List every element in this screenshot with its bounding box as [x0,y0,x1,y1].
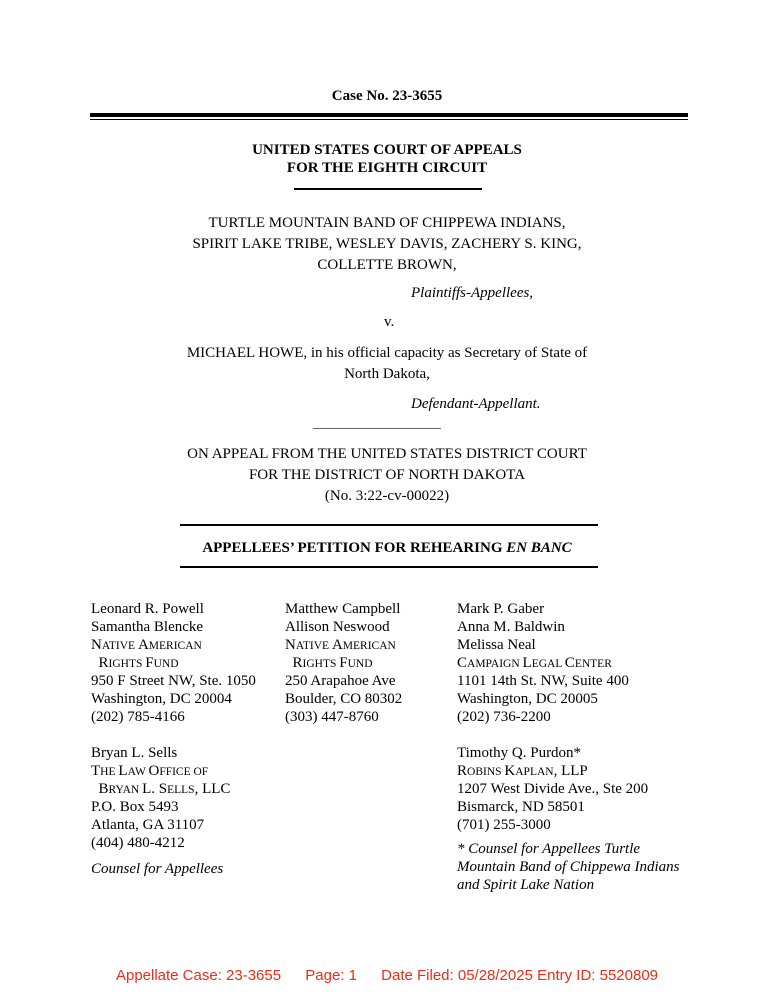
phone: (202) 785-4166 [91,709,185,725]
petition-title-emphasis: EN BANC [506,540,572,556]
address-line: P.O. Box 5493 [91,799,179,815]
court-line-1: UNITED STATES COURT OF APPEALS [252,142,522,158]
plaintiffs-role: Plaintiffs-Appellees, [411,285,534,301]
appeal-docket: (No. 3:22-cv-00022) [324,488,450,504]
counsel-column-1 [91,600,281,878]
attorney-name: Allison Neswood [285,619,390,635]
plaintiffs-line-3: COLLETTE BROWN, [317,257,457,273]
title-rule-bottom [180,566,598,568]
org-name: CAMPAIGN LEGAL CENTER [457,655,612,671]
filing-page: Page: 1 [305,967,357,984]
attorney-name: Anna M. Baldwin [457,619,565,635]
court-name [0,141,774,177]
address-line: Atlanta, GA 31107 [91,817,205,833]
counsel-note: and Spirit Lake Nation [457,877,595,893]
address-line: Boulder, CO 80302 [285,691,403,707]
filing-date-entry: Date Filed: 05/28/2025 Entry ID: 5520809 [381,967,659,984]
phone: (701) 255-3000 [457,817,551,833]
appeal-block [0,444,774,507]
org-name: NATIVE AMERICAN [91,637,202,653]
versus: v. [384,314,395,330]
defendant-line-1: MICHAEL HOWE, in his official capacity as Secretary of State of [186,345,588,361]
address-line: Washington, DC 20004 [91,691,232,707]
plaintiffs-line-1: TURTLE MOUNTAIN BAND OF CHIPPEWA INDIANS, [208,215,566,231]
appeal-line-2: FOR THE DISTRICT OF NORTH DAKOTA [248,467,526,483]
petition-title [0,539,774,557]
phone: (303) 447-8760 [285,709,379,725]
org-name: NATIVE AMERICAN [285,637,396,653]
attorney-name: Timothy Q. Purdon* [457,745,582,761]
address-line: 1207 West Divide Ave., Ste 200 [457,781,649,797]
org-name-cont: RIGHTS FUND [98,655,179,671]
address-line: Washington, DC 20005 [457,691,598,707]
filing-case: Appellate Case: 23-3655 [115,967,282,984]
defendant-role: Defendant-Appellant. [411,396,541,412]
phone: (404) 480-4212 [91,835,185,851]
phone: (202) 736-2200 [457,709,551,725]
counsel-column-2 [285,600,475,726]
header-rule-thin [90,119,688,120]
defendant-block [0,343,774,385]
org-name-cont: RIGHTS FUND [292,655,373,671]
attorney-name: Leonard R. Powell [91,601,204,617]
attorney-name: Mark P. Gaber [457,601,545,617]
attorney-name: Bryan L. Sells [91,745,178,761]
case-number: Case No. 23-3655 [331,88,443,104]
org-name: ROBINS KAPLAN, LLP [457,763,588,779]
attorney-name: Samantha Blencke [91,619,204,635]
plaintiffs-line-2: SPIRIT LAKE TRIBE, WESLEY DAVIS, ZACHERY S. KING, [192,236,582,252]
address-line: Bismarck, ND 58501 [457,799,585,815]
attorney-name: Melissa Neal [457,637,536,653]
address-line: 950 F Street NW, Ste. 1050 [91,673,256,689]
org-name: THE LAW OFFICE OF [91,763,209,779]
counsel-column-3 [457,600,697,894]
defendant-line-2: North Dakota, [344,366,430,382]
filing-stamp [0,967,774,985]
court-line-2: FOR THE EIGHTH CIRCUIT [286,160,488,176]
court-underline [294,188,482,190]
address-line: 250 Arapahoe Ave [285,673,396,689]
attorney-name: Matthew Campbell [285,601,401,617]
petition-title-main: APPELLEES’ PETITION FOR REHEARING [202,540,503,556]
appeal-line-1: ON APPEAL FROM THE UNITED STATES DISTRICT COURT [187,446,587,462]
counsel-note: Mountain Band of Chippewa Indians [457,859,680,875]
title-rule-top [180,524,598,526]
divider-thin [313,428,441,429]
header-rule-thick [90,113,688,117]
org-name-cont: BRYAN L. SELLS, LLC [98,781,231,797]
address-line: 1101 14th St. NW, Suite 400 [457,673,629,689]
counsel-note: Counsel for Appellees [91,861,224,877]
counsel-note: * Counsel for Appellees Turtle [457,841,641,857]
plaintiffs-block [0,213,774,276]
